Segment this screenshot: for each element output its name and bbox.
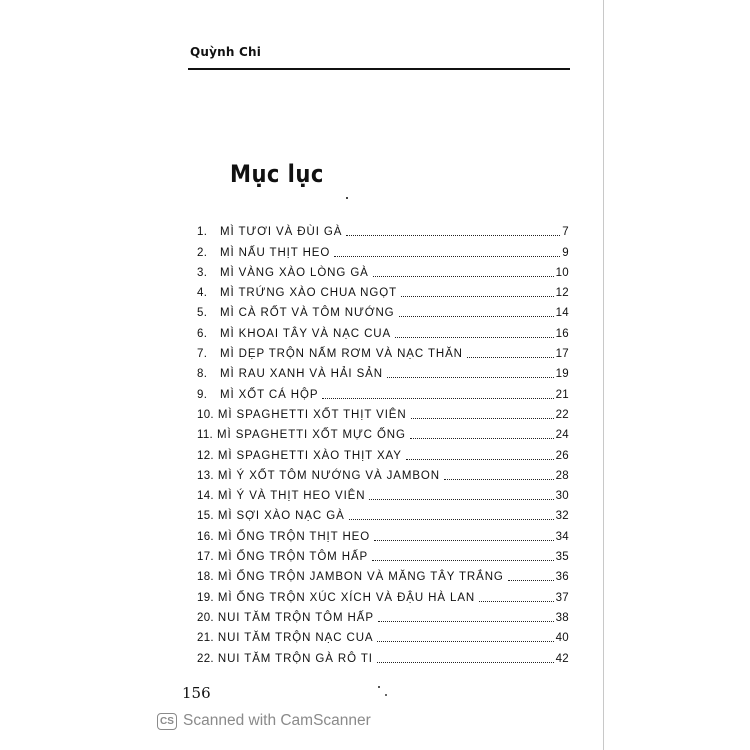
toc-entry-number: 1. <box>197 226 208 239</box>
toc-entry-number: 16. <box>197 530 214 543</box>
dot-leader <box>401 296 554 297</box>
toc-entry-number: 7. <box>197 348 208 361</box>
toc-entry-title: MÌ VÀNG XÀO LÒNG GÀ <box>220 266 369 279</box>
toc-entry-page: 14 <box>555 307 569 320</box>
toc-entry-number: 6. <box>197 327 208 340</box>
dot-leader <box>369 499 553 500</box>
scan-speck <box>346 197 348 199</box>
toc-entry-title: NUI TĂM TRỘN NẠC CUA <box>217 632 374 645</box>
dot-leader <box>395 337 554 338</box>
toc-entry-number: 5. <box>197 307 208 320</box>
dot-leader <box>322 398 553 399</box>
toc-entry-number: 11. <box>197 429 214 442</box>
toc-entry-number: 19. <box>197 591 214 604</box>
toc-entry-number: 9. <box>197 388 208 401</box>
toc-entry-page: 26 <box>555 449 569 462</box>
toc-entry-number: 12. <box>197 449 214 462</box>
toc-entry-page: 35 <box>555 551 569 564</box>
toc-entry-number: 17. <box>197 551 214 564</box>
toc-entry <box>197 422 569 442</box>
toc-entry-title: MÌ ỐNG TRỘN TÔM HẤP <box>217 551 369 564</box>
toc-entry-page: 7 <box>562 226 569 239</box>
dot-leader <box>410 438 554 439</box>
toc-entry-number: 4. <box>197 287 208 300</box>
toc-entry-title: MÌ TƯƠI VÀ ĐÙI GÀ <box>220 226 343 239</box>
running-header-author: Quỳnh Chi <box>190 45 262 59</box>
scan-speck <box>378 686 380 688</box>
toc-entry <box>197 523 569 543</box>
toc-entry-title: MÌ SỢI XÀO NẠC GÀ <box>217 510 345 523</box>
toc-entry <box>197 260 569 280</box>
toc-entry <box>197 544 569 564</box>
camscanner-watermark <box>157 712 371 730</box>
toc-entry-page: 12 <box>555 287 569 300</box>
page-number: 156 <box>182 684 211 702</box>
toc-entry-page: 16 <box>555 327 569 340</box>
toc-entry-title: MÌ RAU XANH VÀ HẢI SẢN <box>220 368 383 381</box>
toc-title: Mục lục <box>230 160 324 188</box>
dot-leader <box>479 601 553 602</box>
toc-entry-number: 13. <box>197 469 214 482</box>
watermark-text: Scanned with CamScanner <box>183 712 371 729</box>
dot-leader <box>378 621 554 622</box>
toc-entry-page: 28 <box>555 469 569 482</box>
toc-entry-title: MÌ ỐNG TRỘN JAMBON VÀ MĂNG TÂY TRẮNG <box>217 571 504 584</box>
toc-entry <box>197 625 569 645</box>
toc-entry-title: MÌ ỐNG TRỘN XÚC XÍCH VÀ ĐẬU HÀ LAN <box>217 591 476 604</box>
toc-entry-page: 32 <box>555 510 569 523</box>
toc-entry <box>197 564 569 584</box>
toc-entry-title: MÌ Ý XỐT TÔM NƯỚNG VÀ JAMBON <box>217 469 440 482</box>
dot-leader <box>508 580 554 581</box>
toc-entry-title: MÌ SPAGHETTI XỐT THỊT VIÊN <box>217 408 407 421</box>
toc-entry-number: 14. <box>197 490 214 503</box>
page-edge-line <box>603 0 604 750</box>
toc-entry-title: MÌ SPAGHETTI XÀO THỊT XAY <box>217 449 402 462</box>
toc-entry-title: MÌ CÀ RỐT VÀ TÔM NƯỚNG <box>220 307 395 320</box>
dot-leader <box>377 641 553 642</box>
dot-leader <box>387 377 554 378</box>
camscanner-logo-icon: CS <box>157 713 177 730</box>
toc-entry <box>197 320 569 340</box>
toc-entry <box>197 381 569 401</box>
toc-entry-number: 20. <box>197 611 214 624</box>
toc-entry-title: MÌ DẸP TRỘN NẤM RƠM VÀ NẠC THĂN <box>220 348 463 361</box>
toc-entry-page: 38 <box>555 611 569 624</box>
toc-entry-number: 2. <box>197 246 208 259</box>
toc-entry <box>197 442 569 462</box>
toc-list <box>197 219 569 666</box>
toc-entry-page: 19 <box>555 368 569 381</box>
dot-leader <box>334 256 560 257</box>
toc-entry-page: 22 <box>555 408 569 421</box>
toc-entry <box>197 463 569 483</box>
toc-entry <box>197 239 569 259</box>
dot-leader <box>373 276 554 277</box>
toc-entry-page: 40 <box>555 632 569 645</box>
toc-entry <box>197 280 569 300</box>
dot-leader <box>444 479 554 480</box>
dot-leader <box>372 560 553 561</box>
toc-entry-title: MÌ KHOAI TÂY VÀ NẠC CUA <box>220 327 392 340</box>
toc-entry-number: 10. <box>197 408 214 421</box>
toc-entry-title: MÌ NẤU THỊT HEO <box>220 246 331 259</box>
dot-leader <box>349 519 554 520</box>
toc-entry-number: 18. <box>197 571 214 584</box>
toc-entry <box>197 300 569 320</box>
toc-entry <box>197 402 569 422</box>
header-rule <box>188 68 570 70</box>
toc-entry-page: 37 <box>555 591 569 604</box>
toc-entry-number: 15. <box>197 510 214 523</box>
toc-entry-page: 34 <box>555 530 569 543</box>
dot-leader <box>406 459 554 460</box>
dot-leader <box>346 235 560 236</box>
toc-entry-page: 17 <box>555 348 569 361</box>
toc-entry <box>197 605 569 625</box>
scan-speck <box>385 694 387 696</box>
toc-entry-title: MÌ SPAGHETTI XỐT MỰC ỐNG <box>217 429 406 442</box>
toc-entry-page: 21 <box>555 388 569 401</box>
toc-entry <box>197 503 569 523</box>
toc-entry-number: 8. <box>197 368 208 381</box>
toc-entry-title: NUI TĂM TRỘN GÀ RÔ TI <box>217 652 373 665</box>
toc-entry-page: 30 <box>555 490 569 503</box>
toc-entry <box>197 645 569 665</box>
toc-entry-page: 10 <box>555 266 569 279</box>
toc-entry-title: MÌ Ý VÀ THỊT HEO VIÊN <box>217 490 366 503</box>
toc-entry-number: 3. <box>197 266 208 279</box>
toc-entry-title: MÌ ỐNG TRỘN THỊT HEO <box>217 530 371 543</box>
toc-entry-number: 21. <box>197 632 214 645</box>
toc-entry-page: 9 <box>562 246 569 259</box>
dot-leader <box>377 662 554 663</box>
toc-entry-title: MÌ TRỨNG XÀO CHUA NGỌT <box>220 287 398 300</box>
toc-entry-title: NUI TĂM TRỘN TÔM HẤP <box>217 611 374 624</box>
toc-entry-page: 24 <box>555 429 569 442</box>
dot-leader <box>467 357 554 358</box>
dot-leader <box>411 418 554 419</box>
dot-leader <box>399 316 554 317</box>
toc-entry-title: MÌ XỐT CÁ HỘP <box>220 388 319 401</box>
toc-entry-page: 36 <box>555 571 569 584</box>
toc-entry <box>197 341 569 361</box>
toc-entry <box>197 584 569 604</box>
toc-entry <box>197 219 569 239</box>
dot-leader <box>374 540 554 541</box>
toc-entry-number: 22. <box>197 652 214 665</box>
toc-entry-page: 42 <box>555 652 569 665</box>
toc-entry <box>197 483 569 503</box>
toc-entry <box>197 361 569 381</box>
